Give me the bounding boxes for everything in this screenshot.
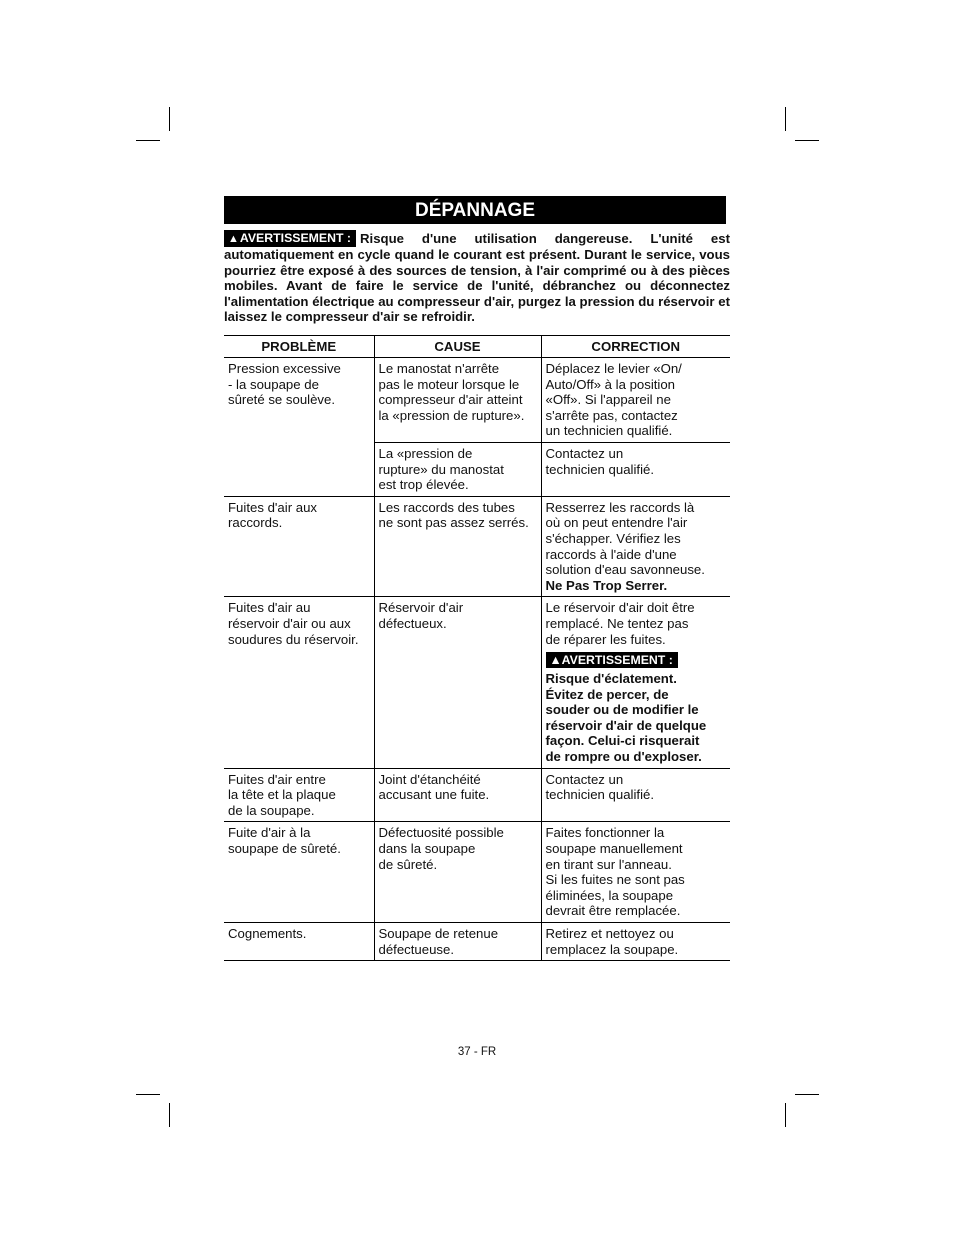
- header-correction: CORRECTION: [541, 336, 730, 358]
- problem-text: Fuites d'air aux raccords.: [228, 499, 318, 531]
- correction-cell: [541, 496, 730, 597]
- problem-text: Fuite d'air à la soupape de sûreté.: [228, 825, 341, 857]
- warning-text: Risque d'une utilisation dangereuse. L'unité est automatiquement en cycle quand le courant est présent. Durant le service, vous pourriez être exposé à des sources de tension, à l'air comprimé ou à des pièces mobiles. Avant de faire le service de l'unité, débranchez ou déconnectez l'alimentation électrique au compresseur d'air, purgez la pression du réservoir et laissez le compresseur d'air se refroidir.: [224, 231, 730, 325]
- cause-cell: [374, 496, 541, 597]
- warning-badge-label: AVERTISSEMENT :: [239, 231, 352, 245]
- inline-warning-badge: [546, 652, 678, 668]
- cause-cell: [374, 768, 541, 822]
- crop-mark: [169, 1103, 170, 1127]
- table-row: [224, 358, 730, 443]
- table-row: [224, 768, 730, 822]
- warning-badge: [224, 230, 356, 247]
- table-row: [224, 923, 730, 961]
- correction-cell: [541, 597, 730, 768]
- cause-text: La «pression de rupture» du manostat est trop élevée.: [378, 445, 504, 493]
- warning-triangle-icon: ▲: [549, 653, 562, 668]
- crop-mark: [136, 140, 160, 141]
- cause-cell: [374, 442, 541, 496]
- problem-cell: [224, 923, 374, 961]
- table-header-row: [224, 336, 730, 358]
- cause-text: Le manostat n'arrête pas le moteur lorsque le compresseur d'air atteint la «pression de rupture».: [378, 361, 525, 423]
- correction-text: Contactez un technicien qualifié.: [545, 771, 655, 803]
- crop-mark: [795, 1094, 819, 1095]
- correction-cell: [541, 822, 730, 923]
- cause-text: Soupape de retenue défectueuse.: [378, 926, 499, 957]
- cause-cell: [374, 822, 541, 923]
- crop-mark: [785, 1103, 786, 1127]
- page-number: 37 - FR: [457, 1046, 497, 1058]
- crop-mark: [136, 1094, 160, 1095]
- cause-text: Défectuosité possible dans la soupape de sûreté.: [378, 825, 504, 872]
- problem-cell: [224, 768, 374, 822]
- problem-cell: [224, 358, 374, 443]
- correction-text: Retirez et nettoyez ou remplacez la soupape.: [545, 926, 679, 957]
- correction-cell: [541, 442, 730, 496]
- correction-text: Resserrez les raccords là où on peut entendre l'air s'échapper. Vérifiez les raccords à l'aide d'une solution d'eau savonneuse.: [545, 499, 705, 578]
- correction-text: Le réservoir d'air doit être remplacé. Ne tentez pas de réparer les fuites.: [545, 600, 695, 647]
- inline-warning-text: Risque d'éclatement. Évitez de percer, de souder ou de modifier le réservoir d'air de quelque façon. Celui-ci risquerait de rompre ou d'exploser.: [545, 671, 707, 765]
- problem-text: Pression excessive - la soupape de sûreté se soulève.: [228, 361, 341, 408]
- correction-cell: [541, 923, 730, 961]
- table-row: [224, 822, 730, 923]
- correction-cell: [541, 768, 730, 822]
- correction-cell: [541, 358, 730, 443]
- cause-cell: [374, 923, 541, 961]
- problem-cell: [224, 597, 374, 768]
- crop-mark: [795, 140, 819, 141]
- crop-mark: [169, 107, 170, 131]
- table-row: [224, 597, 730, 768]
- problem-cell: [224, 442, 374, 496]
- table-row: [224, 442, 730, 496]
- problem-text: Fuites d'air entre la tête et la plaque de la soupape.: [228, 771, 336, 818]
- troubleshooting-table: [224, 335, 730, 961]
- problem-cell: [224, 496, 374, 597]
- cause-text: Réservoir d'air défectueux.: [378, 600, 464, 631]
- correction-text: Contactez un technicien qualifié.: [545, 445, 655, 477]
- cause-cell: [374, 597, 541, 768]
- cause-cell: [374, 358, 541, 443]
- cause-text: Joint d'étanchéité accusant une fuite.: [378, 771, 490, 803]
- problem-text: Fuites d'air au réservoir d'air ou aux soudures du réservoir.: [228, 600, 359, 647]
- warning-paragraph: [224, 230, 730, 325]
- inline-warning-label: AVERTISSEMENT :: [561, 653, 673, 668]
- section-title: DÉPANNAGE: [224, 196, 726, 224]
- correction-text: Faites fonctionner la soupape manuellement en tirant sur l'anneau. Si les fuites ne sont pas éliminées, la soupape devrait être remplacée.: [545, 825, 685, 919]
- table-row: [224, 496, 730, 597]
- problem-cell: [224, 822, 374, 923]
- correction-note: Ne Pas Trop Serrer.: [545, 577, 668, 593]
- problem-text: Cognements.: [228, 926, 307, 941]
- header-cause: CAUSE: [374, 336, 541, 358]
- cause-text: Les raccords des tubes ne sont pas assez serrés.: [378, 499, 529, 531]
- warning-triangle-icon: ▲: [228, 233, 239, 245]
- correction-text: Déplacez le levier «On/ Auto/Off» à la position «Off». Si l'appareil ne s'arrête pas, contactez un technicien qualifié.: [545, 361, 682, 439]
- crop-mark: [785, 107, 786, 131]
- header-problem: PROBLÈME: [224, 336, 374, 358]
